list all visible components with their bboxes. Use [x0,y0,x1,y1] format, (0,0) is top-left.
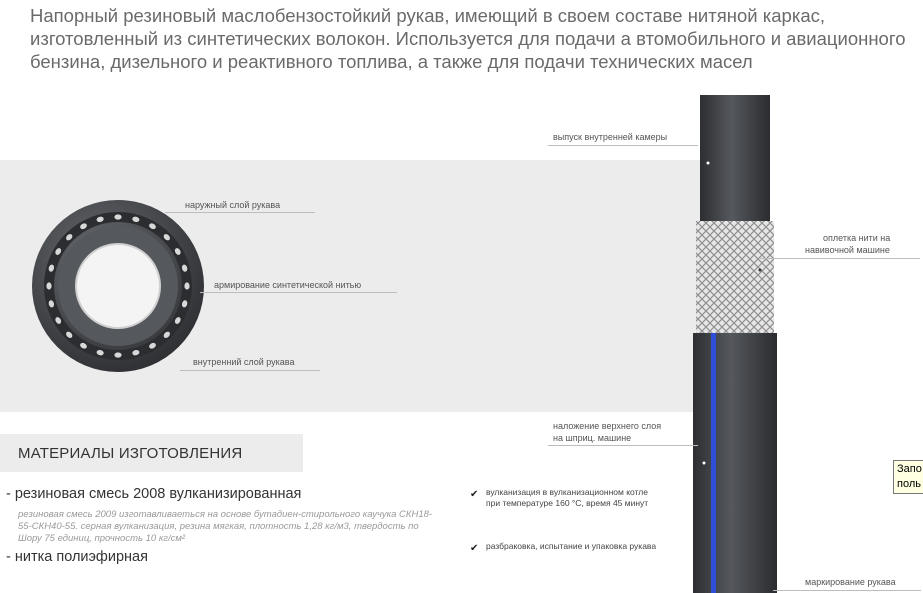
blue-stripe [711,333,716,593]
intro-paragraph: Напорный резиновый маслобензостойкий рукав, имеющий в своем составе нитяной каркас, изготовленный из синтетических волокон. Используется для подачи а втомобильного и авиационного бензина, дизельного и реактивного топлива, а также для подачи технических масел [30,5,906,72]
top-layer-label-line1: наложение верхнего слоя [553,421,662,431]
tooltip-popup [893,460,923,494]
thread-dot [46,282,51,289]
marking-leader [773,590,921,591]
inner-layer-leader [180,370,320,371]
outer-layer-leader [165,212,315,213]
top-layer-label-line2: на шприц. машине [553,433,632,443]
inner-tube [700,95,770,225]
materials-header [0,434,303,472]
outer-layer-label: наружный слой рукава [185,200,281,210]
materials-title: МАТЕРИАЛЫ ИЗГОТОВЛЕНИЯ [18,445,243,462]
material-item-rubber-description: резиновая смесь 2009 изготавливаеться на основе бутадиен-стирольного каучука СКН18-55-СКН40-55. серная вулканизация, резина мягкая, плотность 1,28 кг/м3, твердость по Шору 75 единиц, прочность 10 кг/см² [18,509,433,544]
marking-label: маркирование рукава [805,577,896,587]
braid-leader [760,258,920,259]
tooltip-line2: поль [897,478,921,490]
thread-dot [114,352,121,357]
material-item-rubber: - резиновая смесь 2008 вулканизированная [6,486,302,502]
inner-tube-label: выпуск внутренней камеры [553,132,668,142]
braid-layer [696,221,774,333]
thread-dot [184,282,189,289]
material-item-thread: - нитка полиэфирная [6,549,148,565]
step1-line2: при температуре 160 °С, время 45 минут [486,498,649,508]
step2-text: разбраковка, испытание и упаковка рукава [486,541,657,551]
check-icon: ✔ [470,543,479,554]
tooltip-line1: Запо [897,463,922,475]
braid-label-line1: оплетка нити на [823,233,891,243]
reinforcement-label: армирование синтетической нитью [214,280,362,290]
reinforcement-leader [200,292,397,293]
thread-dot [114,214,121,219]
top-layer-leader [548,445,698,446]
check-icon: ✔ [470,489,479,500]
outer-cover [693,333,777,593]
hose-layers-illustration [690,95,780,593]
braid-label-line2: навивочной машине [805,245,890,255]
inner-layer-label: внутренний слой рукава [193,357,295,367]
step1-line1: вулканизация в вулканизационном котле [486,487,648,497]
inner-tube-leader [548,145,698,146]
